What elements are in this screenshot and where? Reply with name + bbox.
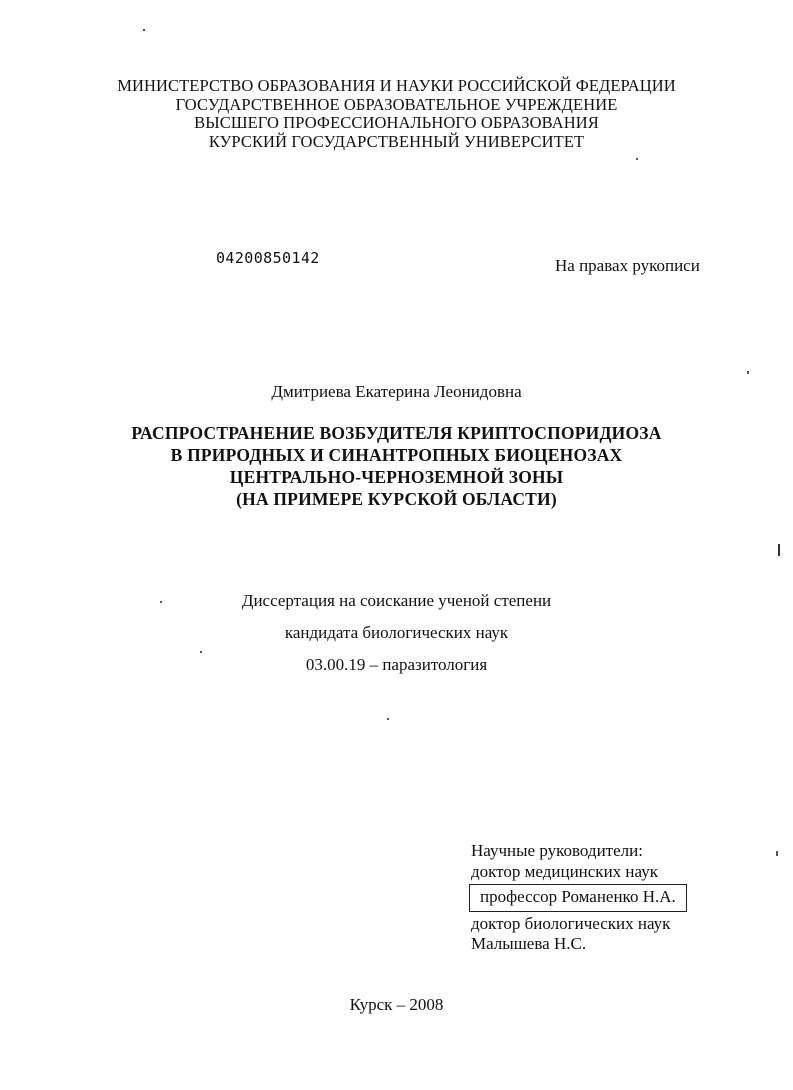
scan-speck bbox=[778, 544, 780, 556]
dissertation-specialty-line: 03.00.19 – паразитология bbox=[305, 655, 488, 674]
institution-line-university: КУРСКИЙ ГОСУДАРСТВЕННЫЙ УНИВЕРСИТЕТ bbox=[208, 131, 585, 151]
scan-speck bbox=[200, 651, 202, 653]
document-code: 04200850142 bbox=[216, 249, 320, 267]
supervisor-1-name: профессор Романенко Н.А. bbox=[469, 884, 687, 912]
scan-speck bbox=[747, 371, 749, 374]
supervisor-2-degree: доктор биологических наук bbox=[471, 913, 671, 933]
scan-speck bbox=[776, 851, 778, 856]
supervisors-heading: Научные руководители: bbox=[471, 841, 643, 860]
institution-line-ministry: МИНИСТЕРСТВО ОБРАЗОВАНИЯ И НАУКИ РОССИЙСКОЙ ФЕДЕРАЦИИ bbox=[117, 76, 676, 95]
title-line-1: РАСПРОСТРАНЕНИЕ ВОЗБУДИТЕЛЯ КРИПТОСПОРИДИОЗА bbox=[131, 423, 662, 443]
supervisor-2-name: Малышева Н.С. bbox=[471, 934, 587, 953]
institution-line-higher: ВЫСШЕГО ПРОФЕССИОНАЛЬНОГО ОБРАЗОВАНИЯ bbox=[194, 113, 599, 132]
title-line-2: В ПРИРОДНЫХ И СИНАНТРОПНЫХ БИОЦЕНОЗАХ bbox=[170, 445, 623, 465]
supervisor-1-degree: доктор медицинских наук bbox=[471, 861, 658, 881]
thesis-title bbox=[0, 422, 793, 510]
dissertation-field-line: кандидата биологических наук bbox=[284, 623, 509, 642]
scan-speck bbox=[387, 718, 389, 720]
supervisors-block bbox=[471, 841, 687, 955]
rights-note: На правах рукописи bbox=[555, 256, 700, 275]
scan-speck bbox=[636, 158, 638, 160]
institution-header bbox=[0, 77, 793, 151]
scan-speck bbox=[160, 601, 162, 603]
scan-speck bbox=[143, 29, 145, 31]
city-year: Курск – 2008 bbox=[349, 995, 444, 1014]
title-line-3: ЦЕНТРАЛЬНО-ЧЕРНОЗЕМНОЙ ЗОНЫ bbox=[229, 467, 564, 487]
title-line-4: (НА ПРИМЕРЕ КУРСКОЙ ОБЛАСТИ) bbox=[236, 489, 557, 509]
author-name: Дмитриева Екатерина Леонидовна bbox=[271, 382, 522, 401]
dissertation-degree-line: Диссертация на соискание ученой степени bbox=[241, 591, 552, 610]
institution-line-state: ГОСУДАРСТВЕННОЕ ОБРАЗОВАТЕЛЬНОЕ УЧРЕЖДЕНИЕ bbox=[175, 94, 618, 114]
